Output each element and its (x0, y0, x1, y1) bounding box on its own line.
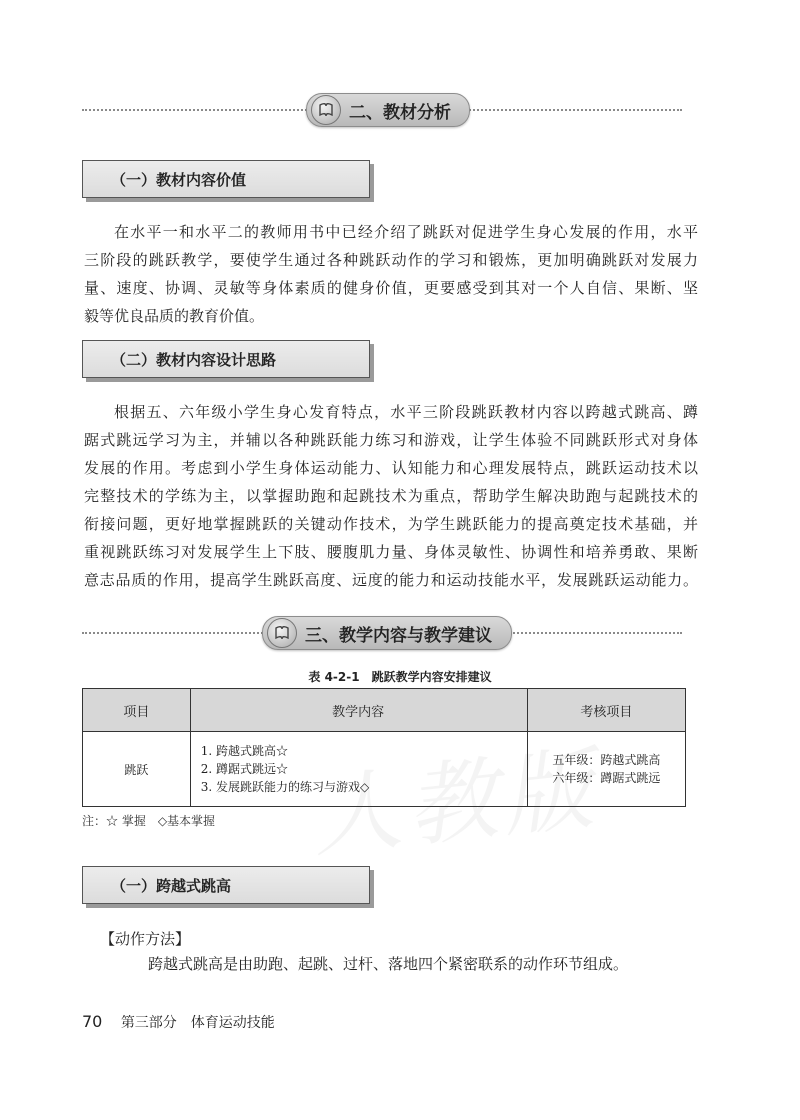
text-line: 意志品质的作用，提高学生跳跃高度、远度的能力和运动技能水平，发展跳跃运动能力。 (84, 571, 698, 589)
content-item: 2. 蹲踞式跳远☆ (200, 762, 288, 776)
text-line: 毅等优良品质的教育价值。 (84, 307, 265, 325)
table-row (83, 732, 686, 807)
table-header: 考核项目 (527, 689, 685, 732)
book-icon (311, 95, 341, 125)
text-line: 三阶段的跳跃教学，要使学生通过各种跳跃动作的学习和锻炼，更加明确跳跃对发展力 (84, 251, 698, 269)
subsection-header (82, 866, 370, 904)
subsection-header (82, 340, 370, 378)
section-banner (262, 616, 512, 650)
text-line: 在水平一和水平二的教师用书中已经介绍了跳跃对促进学生身心发展的作用，水平 (114, 223, 698, 241)
table-cell-item: 跳跃 (83, 732, 191, 807)
assessment-item: 五年级：跨越式跳高 (552, 753, 661, 767)
subsection-label: （二）教材内容设计思路 (111, 350, 277, 369)
subsection-header (82, 160, 370, 198)
paragraph-design-idea (84, 398, 698, 594)
text-line: 量、速度、协调、灵敏等身体素质的健身价值，更要感受到其对一个人自信、果断、坚 (84, 279, 698, 297)
page-footer (82, 1012, 275, 1032)
content-item: 3. 发展跳跃能力的练习与游戏◇ (200, 780, 370, 794)
section-banner (306, 93, 470, 127)
table-header-row (83, 689, 686, 732)
section-title: 三、教学内容与教学建议 (305, 625, 492, 646)
text-line: 重视跳跃练习对发展学生上下肢、腰腹肌力量、身体灵敏性、协调性和培养勇敢、果断 (84, 543, 698, 561)
text-line: 发展的作用。考虑到小学生身体运动能力、认知能力和心理发展特点，跳跃运动技术以 (84, 459, 698, 477)
assessment-item: 六年级：蹲踞式跳远 (552, 771, 661, 785)
subsection-label: （一）跨越式跳高 (111, 876, 232, 895)
section-title: 二、教材分析 (349, 102, 451, 123)
table-header: 项目 (83, 689, 191, 732)
method-text: 跨越式跳高是由助跑、起跳、过杆、落地四个紧密联系的动作环节组成。 (148, 955, 629, 973)
text-line: 根据五、六年级小学生身心发育特点，水平三阶段跳跃教材内容以跨越式跳高、蹲 (114, 403, 698, 421)
subsection-label: （一）教材内容价值 (111, 170, 247, 189)
part-title: 第三部分 体育运动技能 (120, 1015, 275, 1031)
text-line: 踞式跳远学习为主，并辅以各种跳跃能力练习和游戏，让学生体验不同跳跃形式对身体 (84, 431, 698, 449)
method-label: 【动作方法】 (100, 930, 191, 948)
paragraph-content-value (84, 218, 698, 330)
page-number: 70 (82, 1012, 103, 1031)
table-cell-assessment (527, 732, 685, 807)
table-caption: 表 4-2-1 跳跃教学内容安排建议 (308, 670, 492, 684)
table-header: 教学内容 (190, 689, 527, 732)
content-item: 1. 跨越式跳高☆ (200, 744, 288, 758)
text-line: 完整技术的学练为主，以掌握助跑和起跳技术为重点，帮助学生解决助跑与起跳技术的 (84, 487, 698, 505)
table-note: 注：☆ 掌握 ◇基本掌握 (82, 814, 216, 828)
table-cell-contents (190, 732, 527, 807)
book-icon (267, 618, 297, 648)
method-block (100, 928, 628, 974)
text-line: 衔接问题，更好地掌握跳跃的关键动作技术，为学生跳跃能力的提高奠定技术基础，并 (84, 515, 698, 533)
teaching-plan-table (82, 688, 686, 807)
